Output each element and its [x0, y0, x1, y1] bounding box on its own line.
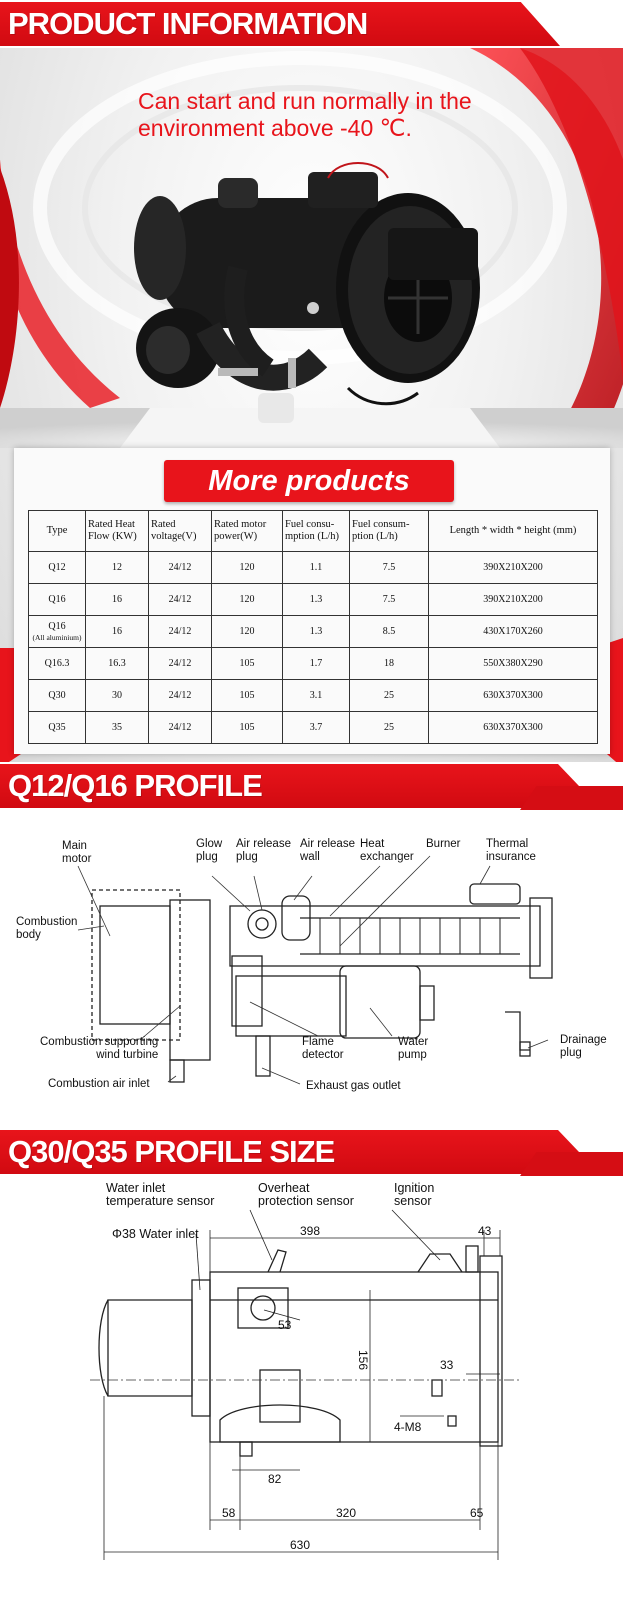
label-exhaust-gas-outlet: Exhaust gas outlet: [306, 1080, 401, 1092]
heater-product-image: [118, 158, 488, 438]
q30-q35-dimension-drawing: [0, 1180, 623, 1600]
table-cell-fuel2: 7.5: [350, 552, 429, 584]
label-thermal-insurance: Thermal insurance: [486, 838, 536, 863]
col-header: Type: [29, 511, 86, 552]
table-cell-voltage: 24/12: [149, 680, 212, 712]
table-cell-type: [29, 680, 86, 712]
table-cell-motor: 120: [212, 584, 283, 616]
q12-q16-profile-diagram: [0, 826, 623, 1116]
dim-398: 398: [300, 1224, 321, 1238]
col-header: Fuel consum-ption (L/h): [350, 511, 429, 552]
section-title: Q12/Q16 PROFILE: [8, 768, 262, 803]
table-cell-fuel2: 8.5: [350, 616, 429, 648]
table-cell-fuel1: 1.7: [283, 648, 350, 680]
table-cell-fuel1: 1.3: [283, 616, 350, 648]
table-row: [29, 584, 598, 616]
table-cell-heat: 16: [86, 584, 149, 616]
table-cell-dims: 430X170X260: [429, 616, 598, 648]
type-label: Q12: [48, 562, 66, 573]
spec-table: [28, 510, 598, 744]
table-cell-fuel2: 25: [350, 712, 429, 744]
table-cell-voltage: 24/12: [149, 584, 212, 616]
table-cell-fuel1: 1.1: [283, 552, 350, 584]
table-cell-heat: 30: [86, 680, 149, 712]
table-cell-type: [29, 616, 86, 648]
table-row: [29, 648, 598, 680]
table-cell-fuel1: 1.3: [283, 584, 350, 616]
label-main-motor: Main motor: [62, 840, 92, 865]
table-row: [29, 712, 598, 744]
dim-43: 43: [478, 1224, 492, 1238]
label-ignition-sensor: Ignition sensor: [394, 1181, 435, 1208]
label-combustion-wind-turbine: Combustion supporting wind turbine: [40, 1036, 159, 1061]
table-cell-type: [29, 648, 86, 680]
label-heat-exchanger: Heat exchanger: [360, 838, 414, 863]
table-cell-fuel1: 3.7: [283, 712, 350, 744]
table-cell-dims: 390X210X200: [429, 584, 598, 616]
table-cell-motor: 120: [212, 552, 283, 584]
more-products-panel: [14, 448, 610, 754]
col-header: Length * width * height (mm): [429, 511, 598, 552]
table-cell-dims: 390X210X200: [429, 552, 598, 584]
table-cell-heat: 16.3: [86, 648, 149, 680]
table-row: [29, 680, 598, 712]
table-cell-type: [29, 712, 86, 744]
dimension-drawing: [0, 1180, 623, 1600]
col-header: Rated Heat Flow (KW): [86, 511, 149, 552]
section-title: PRODUCT INFORMATION: [8, 6, 368, 41]
hero-tagline: Can start and run normally in the environment above -40 ℃.: [138, 88, 472, 141]
label-glow-plug: Glow plug: [196, 838, 223, 863]
product-info-banner: [0, 0, 623, 48]
type-label: Q16: [48, 594, 66, 605]
label-water-inlet-temp-sensor: Water inlet temperature sensor: [106, 1181, 215, 1208]
label-air-release-wall: Air release wall: [300, 838, 355, 863]
table-cell-heat: 12: [86, 552, 149, 584]
section-title: Q30/Q35 PROFILE SIZE: [8, 1134, 335, 1169]
table-cell-motor: 105: [212, 680, 283, 712]
label-flame-detector: Flame detector: [302, 1036, 344, 1061]
table-cell-voltage: 24/12: [149, 616, 212, 648]
table-cell-dims: 630X370X300: [429, 712, 598, 744]
table-cell-heat: 16: [86, 616, 149, 648]
label-combustion-body: Combustion body: [16, 916, 78, 941]
table-cell-heat: 35: [86, 712, 149, 744]
dim-4-m8: 4-M8: [394, 1420, 422, 1434]
label-overheat-sensor: Overheat protection sensor: [258, 1181, 354, 1208]
table-cell-fuel2: 7.5: [350, 584, 429, 616]
table-cell-type: [29, 584, 86, 616]
label-air-release-plug: Air release plug: [236, 838, 291, 863]
label-water-pump: Water pump: [398, 1036, 429, 1061]
label-drainage-plug: Drainage plug: [560, 1034, 607, 1059]
type-label: Q16: [48, 620, 66, 632]
banner-tail: [520, 1152, 623, 1176]
table-cell-fuel2: 25: [350, 680, 429, 712]
type-label: Q30: [48, 690, 66, 701]
label-burner: Burner: [426, 838, 461, 850]
type-label: Q35: [48, 722, 66, 733]
table-cell-dims: 630X370X300: [429, 680, 598, 712]
table-cell-motor: 105: [212, 648, 283, 680]
dim-82: 82: [268, 1472, 282, 1486]
table-row: [29, 552, 598, 584]
type-note: (All aluminium): [32, 632, 82, 642]
dim-320: 320: [336, 1506, 357, 1520]
label-water-inlet: Φ38 Water inlet: [112, 1227, 199, 1241]
profile-size-banner: [0, 1128, 623, 1176]
table-cell-motor: 120: [212, 616, 283, 648]
dim-33: 33: [440, 1358, 454, 1372]
dim-630: 630: [290, 1538, 311, 1552]
dim-156: 156: [356, 1350, 370, 1371]
dim-53: 53: [278, 1318, 292, 1332]
table-cell-fuel2: 18: [350, 648, 429, 680]
table-cell-motor: 105: [212, 712, 283, 744]
table-cell-fuel1: 3.1: [283, 680, 350, 712]
table-cell-dims: 550X380X290: [429, 648, 598, 680]
col-header: Rated motor power(W): [212, 511, 283, 552]
table-cell-voltage: 24/12: [149, 552, 212, 584]
profile-drawing: [0, 826, 623, 1116]
type-label: Q16.3: [44, 658, 70, 669]
col-header: Fuel consu-mption (L/h): [283, 511, 350, 552]
dim-65: 65: [470, 1506, 484, 1520]
more-products-button[interactable]: More products: [164, 460, 454, 502]
label-combustion-air-inlet: Combustion air inlet: [48, 1078, 150, 1090]
profile-banner: [0, 762, 623, 810]
col-header: Rated voltage(V): [149, 511, 212, 552]
banner-tail: [520, 786, 623, 810]
table-cell-voltage: 24/12: [149, 648, 212, 680]
table-header-row: [29, 511, 598, 552]
dim-58: 58: [222, 1506, 236, 1520]
table-cell-voltage: 24/12: [149, 712, 212, 744]
table-row: [29, 616, 598, 648]
table-cell-type: [29, 552, 86, 584]
